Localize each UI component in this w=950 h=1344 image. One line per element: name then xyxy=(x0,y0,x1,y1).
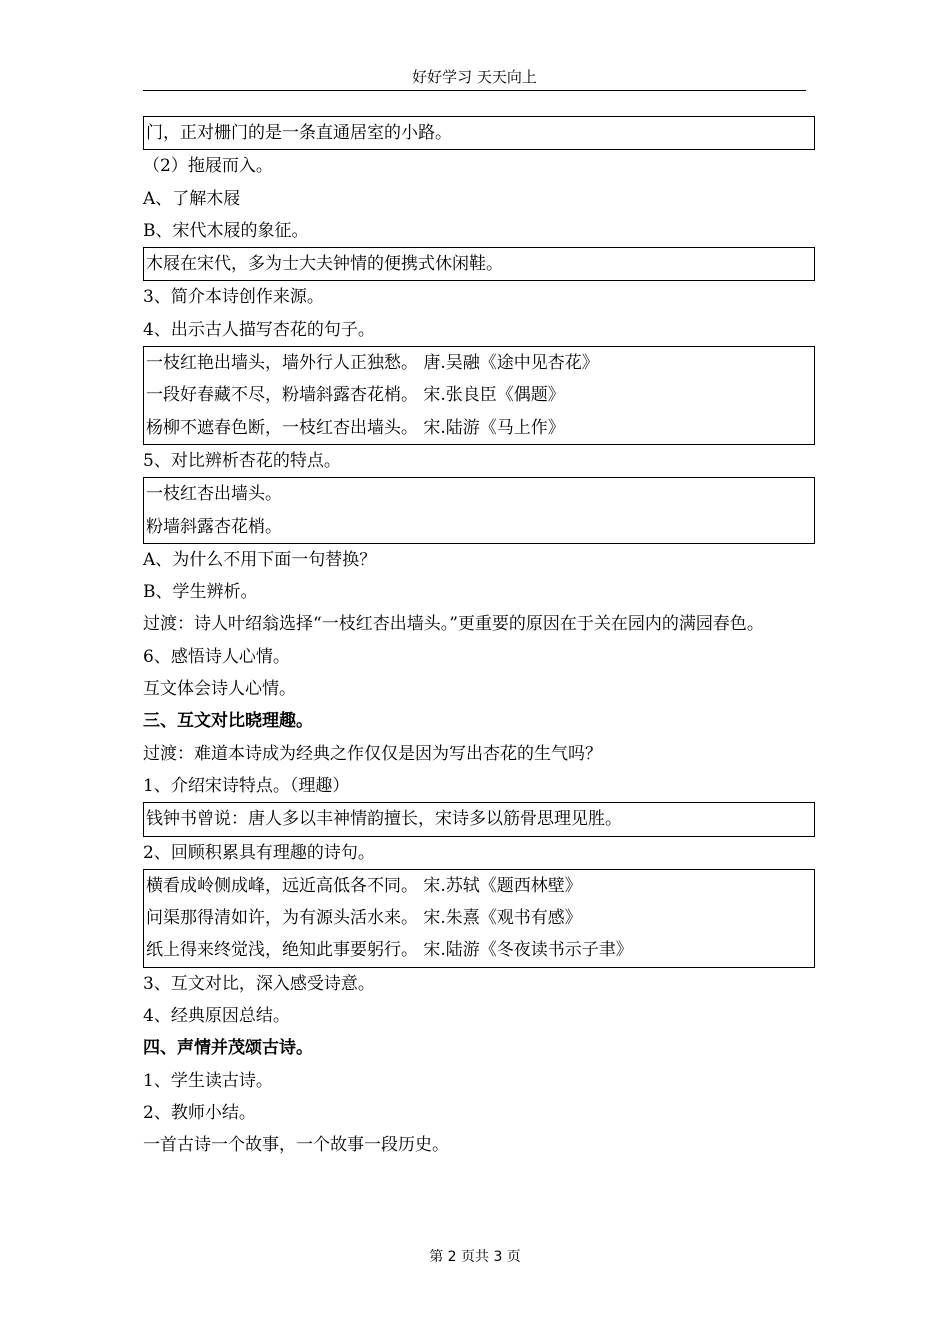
header-text: 好好学习 天天向上 xyxy=(412,68,537,86)
page-footer xyxy=(0,1247,950,1267)
boxed-line: 杨柳不遮春色断，一枝红杏出墙头。 宋.陆游《马上作》 xyxy=(146,417,565,438)
text-line: 2、教师小结。 xyxy=(143,1102,256,1123)
boxed-quote xyxy=(143,247,815,281)
text-line: A、为什么不用下面一句替换？ xyxy=(143,549,377,570)
boxed-line: 钱钟书曾说：唐人多以丰神情韵擅长，宋诗多以筋骨思理见胜。 xyxy=(146,809,622,830)
text-line: （2）拖屐而入。 xyxy=(143,156,273,177)
text-line: 1、学生读古诗。 xyxy=(143,1070,273,1091)
boxed-quote xyxy=(143,869,815,968)
text-line: 互文体会诗人心情。 xyxy=(143,679,296,700)
boxed-line: 问渠那得清如许，为有源头活水来。 宋.朱熹《观书有感》 xyxy=(146,908,582,929)
page-number: 第 2 页共 3 页 xyxy=(429,1249,521,1265)
boxed-line: 一枝红杏出墙头。 xyxy=(146,484,282,505)
text-line: 4、出示古人描写杏花的句子。 xyxy=(143,319,375,340)
text-line: 过渡：诗人叶绍翁选择“一枝红杏出墙头。”更重要的原因在于关在园内的满园春色。 xyxy=(143,614,764,635)
text-line: 2、回顾积累具有理趣的诗句。 xyxy=(143,842,375,863)
text-line: 1、介绍宋诗特点。（理趣） xyxy=(143,775,350,796)
text-line: 4、经典原因总结。 xyxy=(143,1006,290,1027)
boxed-line: 一段好春藏不尽，粉墙斜露杏花梢。 宋.张良臣《偶题》 xyxy=(146,385,565,406)
boxed-line: 横看成岭侧成峰，远近高低各不同。 宋.苏轼《题西林壁》 xyxy=(146,875,582,896)
boxed-quote xyxy=(143,346,815,445)
text-line: 3、互文对比，深入感受诗意。 xyxy=(143,973,375,994)
boxed-quote xyxy=(143,477,815,544)
text-line: 过渡：难道本诗成为经典之作仅仅是因为写出杏花的生气吗？ xyxy=(143,743,602,764)
boxed-line: 粉墙斜露杏花梢。 xyxy=(146,516,282,537)
boxed-line: 门，正对栅门的是一条直通居室的小路。 xyxy=(146,123,452,143)
text-line: A、了解木屐 xyxy=(143,188,241,209)
text-line: 5、对比辨析杏花的特点。 xyxy=(143,450,341,471)
boxed-quote xyxy=(143,116,815,150)
section-heading: 三、互文对比晓理趣。 xyxy=(143,711,313,732)
boxed-line: 木屐在宋代，多为士大夫钟情的便携式休闲鞋。 xyxy=(146,254,503,275)
document-body xyxy=(143,116,815,1162)
boxed-line: 一枝红艳出墙头，墙外行人正独愁。 唐.吴融《途中见杏花》 xyxy=(146,353,599,374)
text-line: B、学生辨析。 xyxy=(143,582,258,603)
boxed-line: 纸上得来终觉浅，绝知此事要躬行。 宋.陆游《冬夜读书示子聿》 xyxy=(146,940,633,961)
page-header xyxy=(143,64,806,91)
text-line: 3、简介本诗创作来源。 xyxy=(143,287,324,308)
text-line: B、宋代木屐的象征。 xyxy=(143,220,309,241)
section-heading: 四、声情并茂颂古诗。 xyxy=(143,1038,313,1059)
text-line: 一首古诗一个故事，一个故事一段历史。 xyxy=(143,1135,449,1156)
text-line: 6、感悟诗人心情。 xyxy=(143,646,290,667)
boxed-quote xyxy=(143,802,815,836)
